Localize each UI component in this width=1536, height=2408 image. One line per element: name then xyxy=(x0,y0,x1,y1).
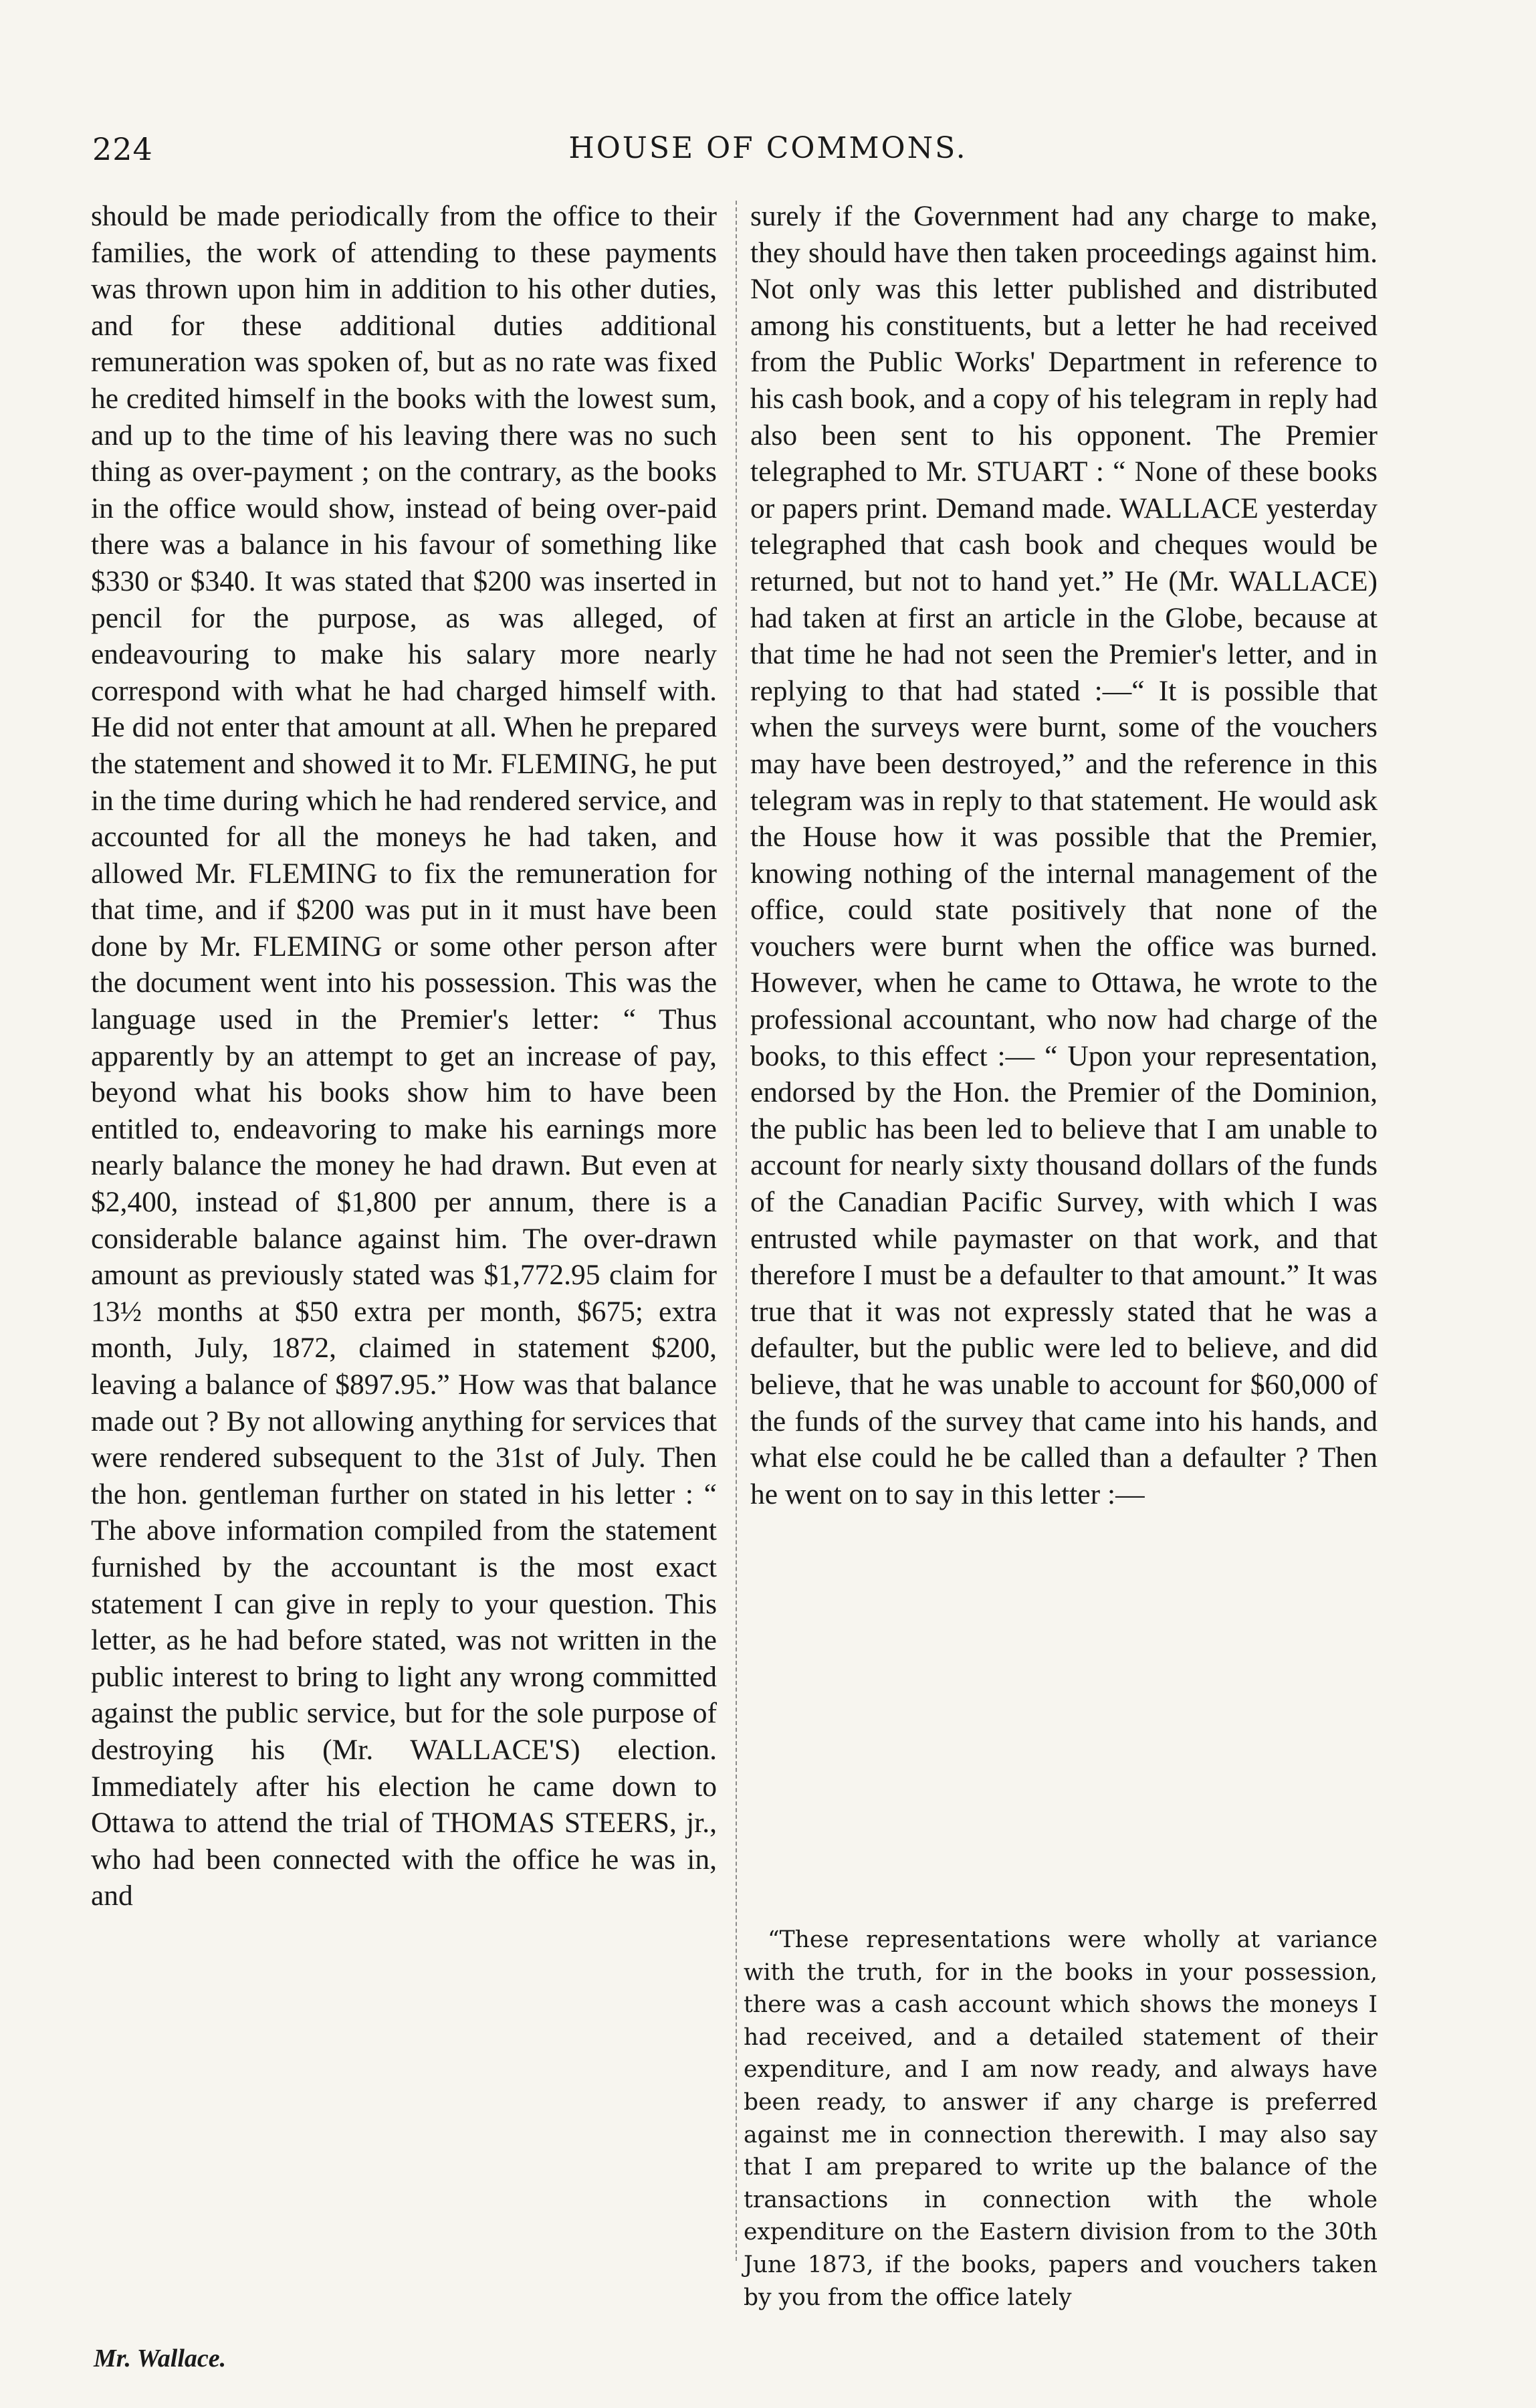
left-column xyxy=(91,198,717,1914)
left-column-text: should be made periodically from the office to their families, the work of attending to these payments was thrown upon him in addition to his other duties, and for these additional duties additional remuneration was spoken of, but as no rate was fixed he credited himself in the books with the lowest sum, and up to the time of his leaving there was no such thing as over-payment ; on the contrary, as the books in the office would show, instead of being over-paid there was a balance in his favour of something like $330 or $340. It was stated that $200 was inserted in pencil for the purpose, as was alleged, of endeavouring to make his salary more nearly correspond with what he had charged himself with. He did not enter that amount at all. When he prepared the statement and showed it to Mr. FLEMING, he put in the time during which he had rendered service, and accounted for all the moneys he had taken, and allowed Mr. FLEMING to fix the remuneration for that time, and if $200 was put in it must have been done by Mr. FLEMING or some other person after the document went into his possession. This was the language used in the Premier's letter: “ Thus apparently by an attempt to get an increase of pay, beyond what his books show him to have been entitled to, endeavoring to make his earnings more nearly balance the money he had drawn. But even at $2,400, instead of $1,800 per annum, there is a considerable balance against him. The over-drawn amount as previously stated was $1,772.95 claim for 13½ months at $50 extra per month, $675; extra month, July, 1872, claimed in statement $200, leaving a balance of $897.95.” How was that balance made out ? By not allowing anything for services that were rendered subsequent to the 31st of July. Then the hon. gentleman further on stated in his letter : “ The above information compiled from the statement furnished by the accountant is the most exact statement I can give in reply to your question. This letter, as he had before stated, was not written in the public interest to bring to light any wrong committed against the public service, but for the sole purpose of destroying his (Mr. WALLACE'S) election. Immediately after his election he came down to Ottawa to attend the trial of THOMAS STEERS, jr., who had been connected with the office he was in, and xyxy=(91,200,717,1912)
page-number: 224 xyxy=(92,131,153,167)
page-header xyxy=(0,131,1536,171)
right-column xyxy=(750,198,1378,1512)
right-column-text: surely if the Government had any charge to make, they should have then taken proceedings against him. Not only was this letter published and distributed among his constituents, but a letter he had received from the Public Works' Department in reference to his cash book, and a copy of his telegram in reply had also been sent to his opponent. The Premier telegraphed to Mr. STUART : “ None of these books or papers print. Demand made. WALLACE yesterday telegraphed that cash book and cheques would be returned, but not to hand yet.” He (Mr. WALLACE) had taken at first an article in the Globe, because at that time he had not seen the Premier's letter, and in replying to that had stated :—“ It is possible that when the surveys were burnt, some of the vouchers may have been destroyed,” and the reference in this telegram was in reply to that statement. He would ask the House how it was possible that the Premier, knowing nothing of the internal management of the office, could state positively that none of the vouchers were burnt when the office was burned. However, when he came to Ottawa, he wrote to the professional accountant, who now had charge of the books, to this effect :— “ Upon your representation, endorsed by the Hon. the Premier of the Dominion, the public has been led to believe that I am unable to account for nearly sixty thousand dollars of the funds of the Canadian Pacific Survey, with which I was entrusted while paymaster on that work, and that therefore I must be a defaulter to that amount.” It was true that it was not expressly stated that he was a defaulter, but the public were led to believe, and did believe, that he was unable to account for $60,000 of the funds of the survey that came into his hands, and what else could he be called than a defaulter ? Then he went on to say in this letter :— xyxy=(750,200,1378,1510)
column-divider xyxy=(736,201,737,2261)
speaker-footer: Mr. Wallace. xyxy=(94,2344,227,2373)
quoted-letter: “These representations were wholly at variance with the truth, for in the books in your possession, there was a cash account which shows the moneys I had received, and a detailed statement of their expenditure, and I am now ready, and always have been ready, to answer if any charge is preferred against me in connection therewith. I may also say that I am prepared to write up the balance of the transactions in connection with the whole expenditure on the Eastern division from to the 30th June 1873, if the books, papers and vouchers taken by you from the office lately xyxy=(744,1926,1378,2311)
running-head: HOUSE OF COMMONS. xyxy=(568,131,968,165)
